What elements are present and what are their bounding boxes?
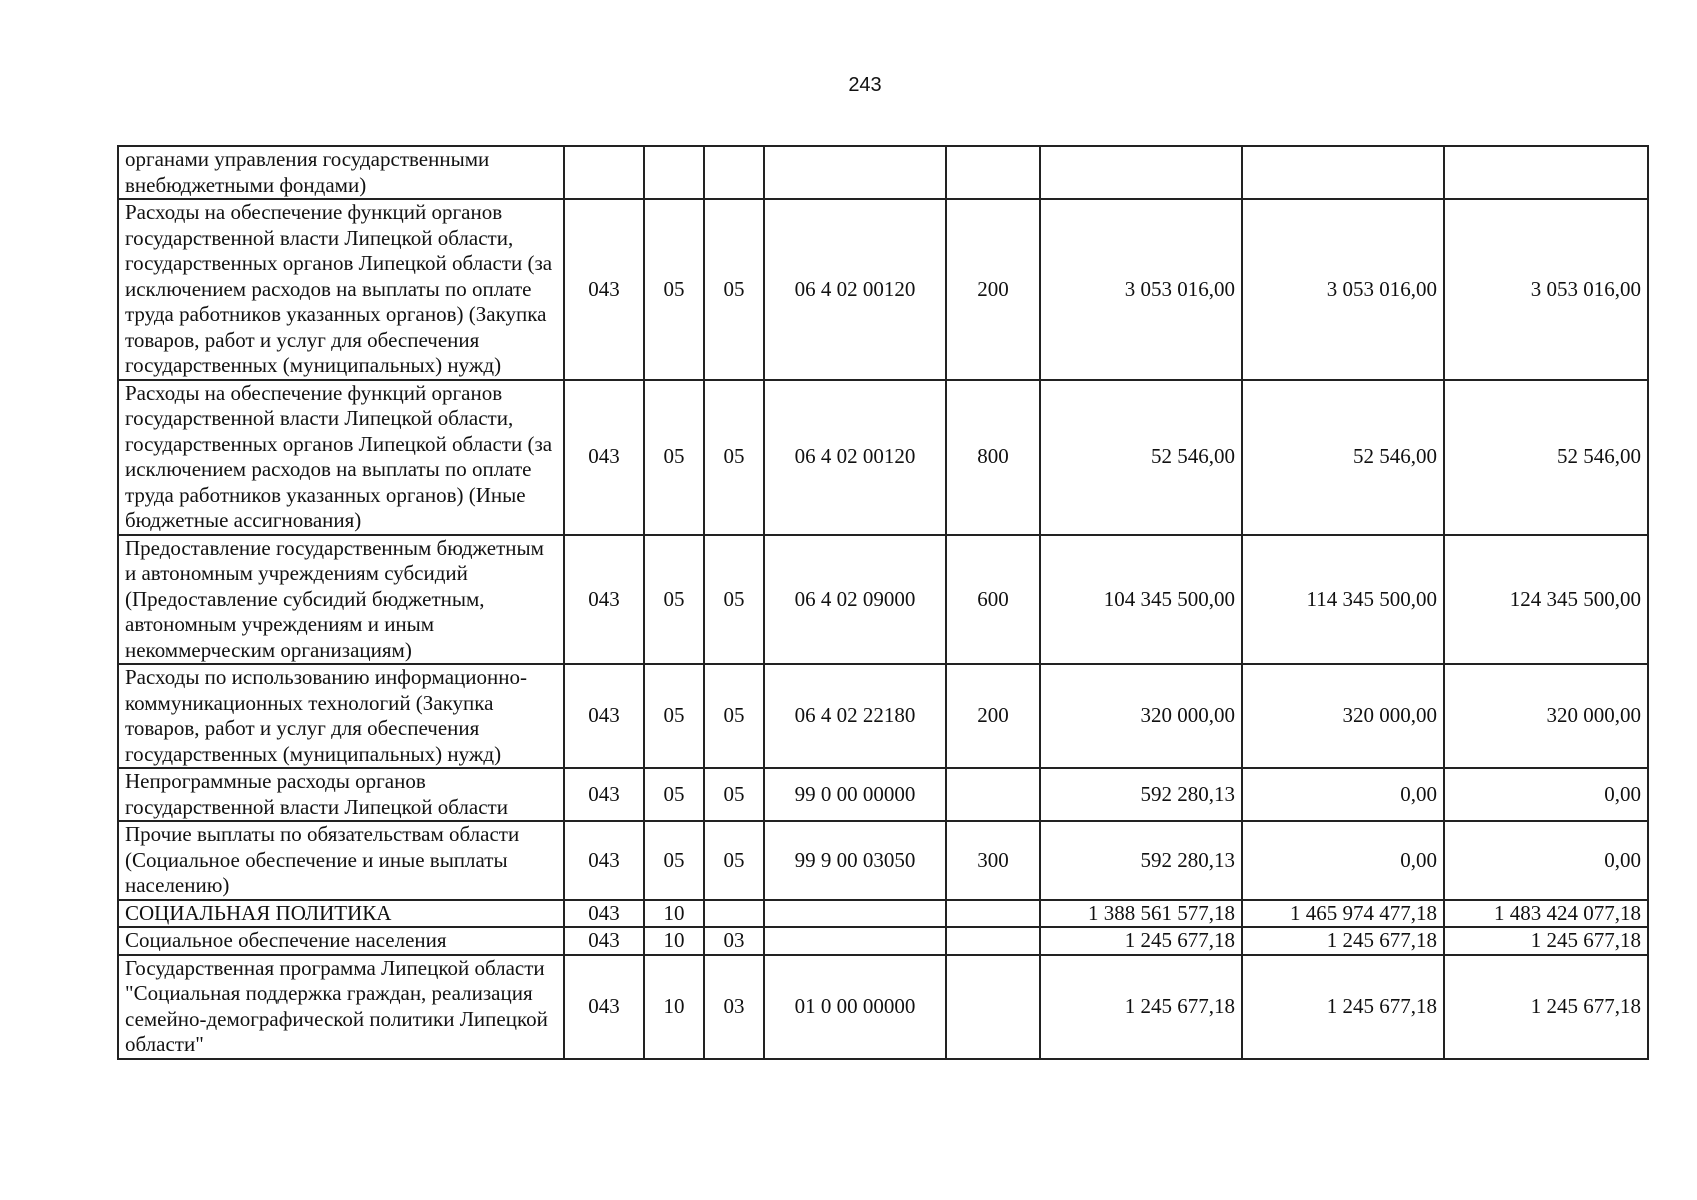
expense-type-code [946,955,1040,1059]
subsection-code: 03 [704,955,764,1059]
subsection-code: 05 [704,821,764,900]
target-article-code: 06 4 02 09000 [764,535,946,665]
target-article-code [764,146,946,199]
ved-code [564,146,644,199]
section-code: 05 [644,768,704,821]
ved-code: 043 [564,900,644,928]
budget-table [117,145,1649,1060]
section-code [644,146,704,199]
subsection-code [704,146,764,199]
amount-year-3: 52 546,00 [1444,380,1648,535]
amount-year-1 [1040,146,1242,199]
target-article-code [764,927,946,955]
table-row [118,927,1648,955]
expense-type-code [946,927,1040,955]
expense-type-code: 200 [946,199,1040,380]
amount-year-3: 124 345 500,00 [1444,535,1648,665]
ved-code: 043 [564,821,644,900]
section-code: 05 [644,821,704,900]
row-name: Государственная программа Липецкой области "Социальная поддержка граждан, реализация семейно-демографической политики Липецкой области" [118,955,564,1059]
subsection-code: 05 [704,199,764,380]
ved-code: 043 [564,664,644,768]
amount-year-2: 0,00 [1242,821,1444,900]
section-code: 05 [644,535,704,665]
row-name: Предоставление государственным бюджетным и автономным учреждениям субсидий (Предоставление субсидий бюджетным, автономным учреждениям и иным некоммерческим организациям) [118,535,564,665]
subsection-code [704,900,764,928]
amount-year-3 [1444,146,1648,199]
table-row [118,900,1648,928]
amount-year-3: 3 053 016,00 [1444,199,1648,380]
subsection-code: 05 [704,664,764,768]
table-row [118,768,1648,821]
amount-year-3: 0,00 [1444,821,1648,900]
amount-year-1: 592 280,13 [1040,821,1242,900]
target-article-code: 01 0 00 00000 [764,955,946,1059]
amount-year-1: 1 245 677,18 [1040,955,1242,1059]
target-article-code: 99 0 00 00000 [764,768,946,821]
amount-year-2: 52 546,00 [1242,380,1444,535]
row-name: Расходы по использованию информационно-коммуникационных технологий (Закупка товаров, работ и услуг для обеспечения государственных (муниципальных) нужд) [118,664,564,768]
amount-year-2: 1 245 677,18 [1242,955,1444,1059]
amount-year-3: 0,00 [1444,768,1648,821]
row-name: Непрограммные расходы органов государственной власти Липецкой области [118,768,564,821]
expense-type-code: 200 [946,664,1040,768]
row-name: Социальное обеспечение населения [118,927,564,955]
target-article-code: 06 4 02 22180 [764,664,946,768]
amount-year-2: 0,00 [1242,768,1444,821]
page-number: 243 [848,74,882,96]
ved-code: 043 [564,380,644,535]
expense-type-code: 600 [946,535,1040,665]
amount-year-1: 52 546,00 [1040,380,1242,535]
expense-type-code [946,146,1040,199]
amount-year-1: 3 053 016,00 [1040,199,1242,380]
ved-code: 043 [564,927,644,955]
section-code: 05 [644,380,704,535]
amount-year-3: 1 483 424 077,18 [1444,900,1648,928]
amount-year-2: 320 000,00 [1242,664,1444,768]
amount-year-1: 1 245 677,18 [1040,927,1242,955]
section-code: 05 [644,199,704,380]
amount-year-3: 320 000,00 [1444,664,1648,768]
amount-year-1: 592 280,13 [1040,768,1242,821]
amount-year-2: 3 053 016,00 [1242,199,1444,380]
row-name: Расходы на обеспечение функций органов государственной власти Липецкой области, государственных органов Липецкой области (за исключением расходов на выплаты по оплате труда работников указанных органов) (Закупка товаров, работ и услуг для обеспечения государственных (муниципальных) нужд) [118,199,564,380]
row-name: Прочие выплаты по обязательствам области (Социальное обеспечение и иные выплаты населению) [118,821,564,900]
ved-code: 043 [564,955,644,1059]
expense-type-code: 800 [946,380,1040,535]
amount-year-2: 1 245 677,18 [1242,927,1444,955]
amount-year-3: 1 245 677,18 [1444,927,1648,955]
subsection-code: 05 [704,535,764,665]
amount-year-1: 104 345 500,00 [1040,535,1242,665]
target-article-code: 99 9 00 03050 [764,821,946,900]
ved-code: 043 [564,199,644,380]
expense-type-code [946,768,1040,821]
table-row [118,535,1648,665]
ved-code: 043 [564,535,644,665]
row-name: органами управления государственными внебюджетными фондами) [118,146,564,199]
expense-type-code: 300 [946,821,1040,900]
amount-year-1: 1 388 561 577,18 [1040,900,1242,928]
expense-type-code [946,900,1040,928]
subsection-code: 05 [704,768,764,821]
section-code: 10 [644,927,704,955]
section-code: 10 [644,900,704,928]
amount-year-2: 1 465 974 477,18 [1242,900,1444,928]
table-row [118,955,1648,1059]
ved-code: 043 [564,768,644,821]
amount-year-1: 320 000,00 [1040,664,1242,768]
row-name: Расходы на обеспечение функций органов государственной власти Липецкой области, государственных органов Липецкой области (за исключением расходов на выплаты по оплате труда работников указанных органов) (Иные бюджетные ассигнования) [118,380,564,535]
table-row [118,821,1648,900]
row-name: СОЦИАЛЬНАЯ ПОЛИТИКА [118,900,564,928]
target-article-code [764,900,946,928]
table-row [118,380,1648,535]
amount-year-2: 114 345 500,00 [1242,535,1444,665]
subsection-code: 03 [704,927,764,955]
subsection-code: 05 [704,380,764,535]
amount-year-3: 1 245 677,18 [1444,955,1648,1059]
section-code: 10 [644,955,704,1059]
section-code: 05 [644,664,704,768]
table-row [118,146,1648,199]
target-article-code: 06 4 02 00120 [764,380,946,535]
target-article-code: 06 4 02 00120 [764,199,946,380]
table-row [118,199,1648,380]
amount-year-2 [1242,146,1444,199]
table-row [118,664,1648,768]
